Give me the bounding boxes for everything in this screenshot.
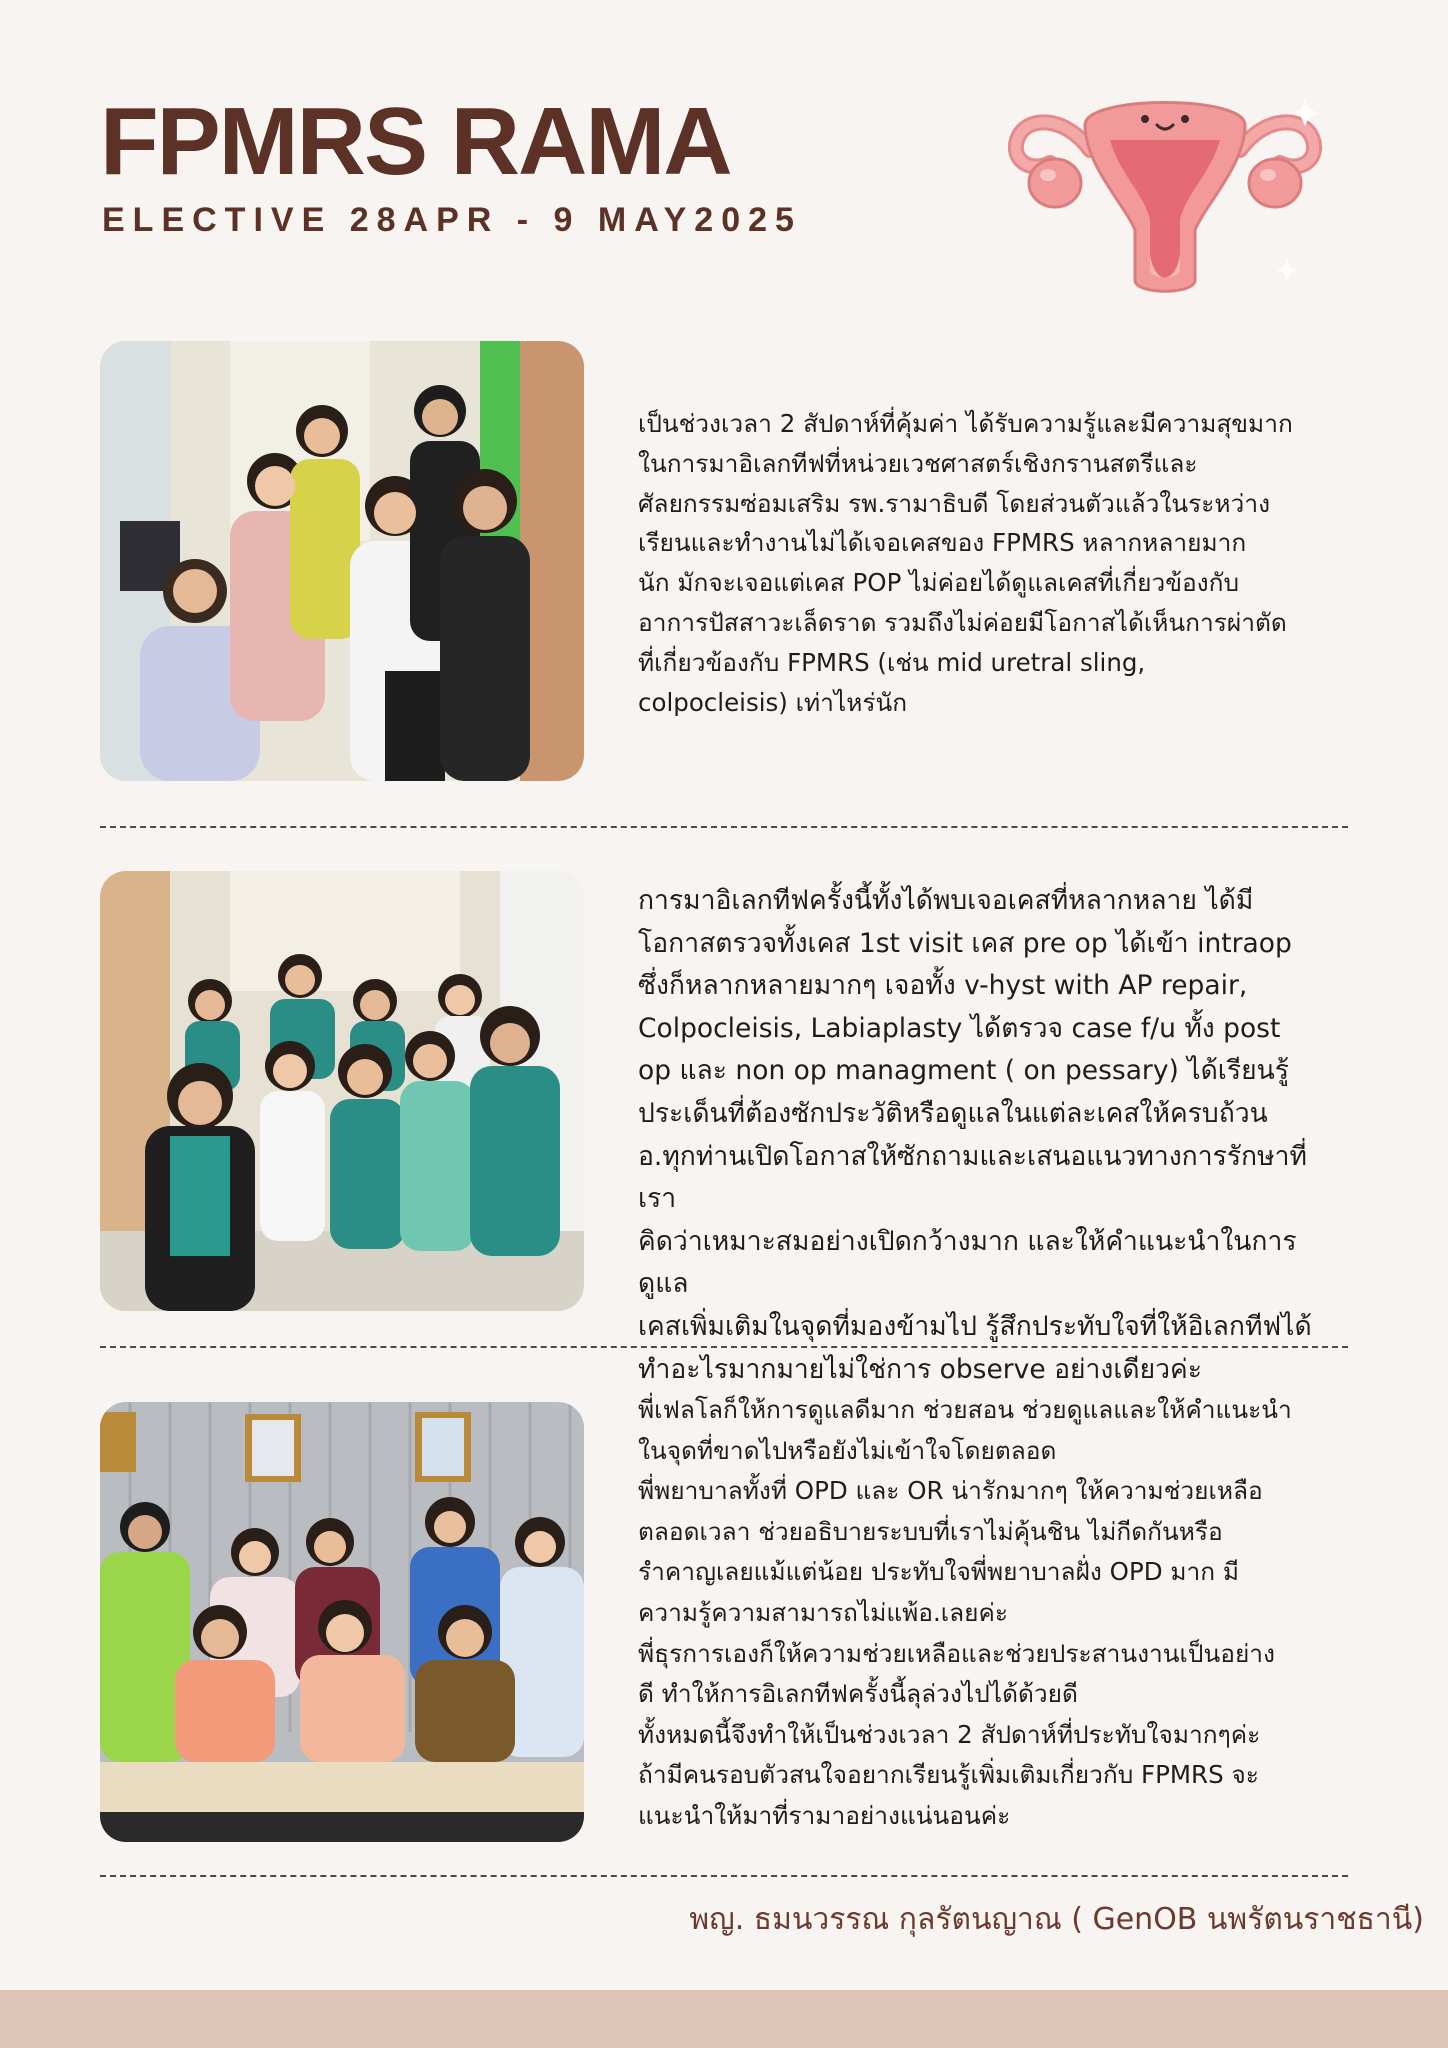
section-divider — [100, 826, 1348, 828]
group-photo-clinic — [100, 871, 584, 1311]
group-photo-hallway — [100, 341, 584, 781]
section-divider — [100, 1346, 1348, 1348]
page-title: FPMRS RAMA — [100, 88, 731, 195]
section-divider — [100, 1875, 1348, 1877]
group-photo-office — [100, 1402, 584, 1842]
page-subtitle: ELECTIVE 28APR - 9 MAY2025 — [102, 201, 802, 239]
section-2-text: การมาอิเลกทีฟครั้งนี้ทั้งได้พบเจอเคสที่หลากหลาย ได้มี โอกาสตรวจทั้งเคส 1st visit เคส pre op ได้เข้า intraop ซึ่งก็หลากหลายมากๆ เจอทั้ง v-hyst with AP repair, Colpocleisis, Labiaplasty ได้ตรวจ case f/u ทั้ง post op และ non op managment ( on pessary) ได้เรียนรู้ ประเด็นที่ต้องซักประวัติหรือดูแลในแต่ละเคสให้ครบถ้วน อ.ทุกท่านเปิดโอกาสให้ซักถามและเสนอแนวทางการรักษาที่เรา คิดว่าเหมาะสมอย่างเปิดกว้างมาก และให้คำแนะนำในการดูแล เคสเพิ่มเติมในจุดที่มองข้ามไป รู้สึกประทับใจที่ให้อิเลกทีฟได้ ทำอะไรมากมายไม่ใช่การ observe อย่างเดียวค่ะ — [638, 885, 1312, 1385]
section-1-text: เป็นช่วงเวลา 2 สัปดาห์ที่คุ้มค่า ได้รับความรู้และมีความสุขมาก ในการมาอิเลกทีฟที่หน่วยเวชศาสตร์เชิงกรานสตรีและ ศัลยกรรมซ่อมเสริม รพ.รามาธิบดี โดยส่วนตัวแล้วในระหว่าง เรียนและทำงานไม่ได้เจอเคสของ FPMRS หลากหลายมาก นัก มักจะเจอแต่เคส POP ไม่ค่อยได้ดูแลเคสที่เกี่ยวข้องกับ อาการปัสสาวะเล็ดราด รวมถึงไม่ค่อยมีโอกาสได้เห็นการผ่าตัด ที่เกี่ยวข้องกับ FPMRS (เช่น mid uretral sling, colpocleisis) เท่าไหร่นัก — [638, 409, 1293, 717]
author-signature: พญ. ธมนวรรณ กุลรัตนญาณ ( GenOB นพรัตนราชธานี) — [689, 1902, 1424, 1937]
uterus-illustration-icon — [995, 55, 1335, 305]
section-3-text: พี่เฟลโลก็ให้การดูแลดีมาก ช่วยสอน ช่วยดูแลและให้คำแนะนำ ในจุดที่ขาดไปหรือยังไม่เข้าใจโดยตลอด พี่พยาบาลทั้งที่ OPD และ OR น่ารักมากๆ ให้ความช่วยเหลือ ตลอดเวลา ช่วยอธิบายระบบที่เราไม่คุ้นชิน ไม่กีดกันหรือ รำคาญเลยแม้แต่น้อย ประทับใจพี่พยาบาลฝั่ง OPD มาก มี ความรู้ความสามารถไม่แพ้อ.เลยค่ะ พี่ธุรการเองก็ให้ความช่วยเหลือและช่วยประสานงานเป็นอย่าง ดี ทำให้การอิเลกทีฟครั้งนี้ลุล่วงไปได้ด้วยดี ทั้งหมดนี้จึงทำให้เป็นช่วงเวลา 2 สัปดาห์ที่ประทับใจมากๆค่ะ ถ้ามีคนรอบตัวสนใจอยากเรียนรู้เพิ่มเติมเกี่ยวกับ FPMRS จะ แนะนำให้มาที่รามาอย่างแน่นอนค่ะ — [638, 1395, 1292, 1830]
footer-band — [0, 1990, 1448, 2048]
